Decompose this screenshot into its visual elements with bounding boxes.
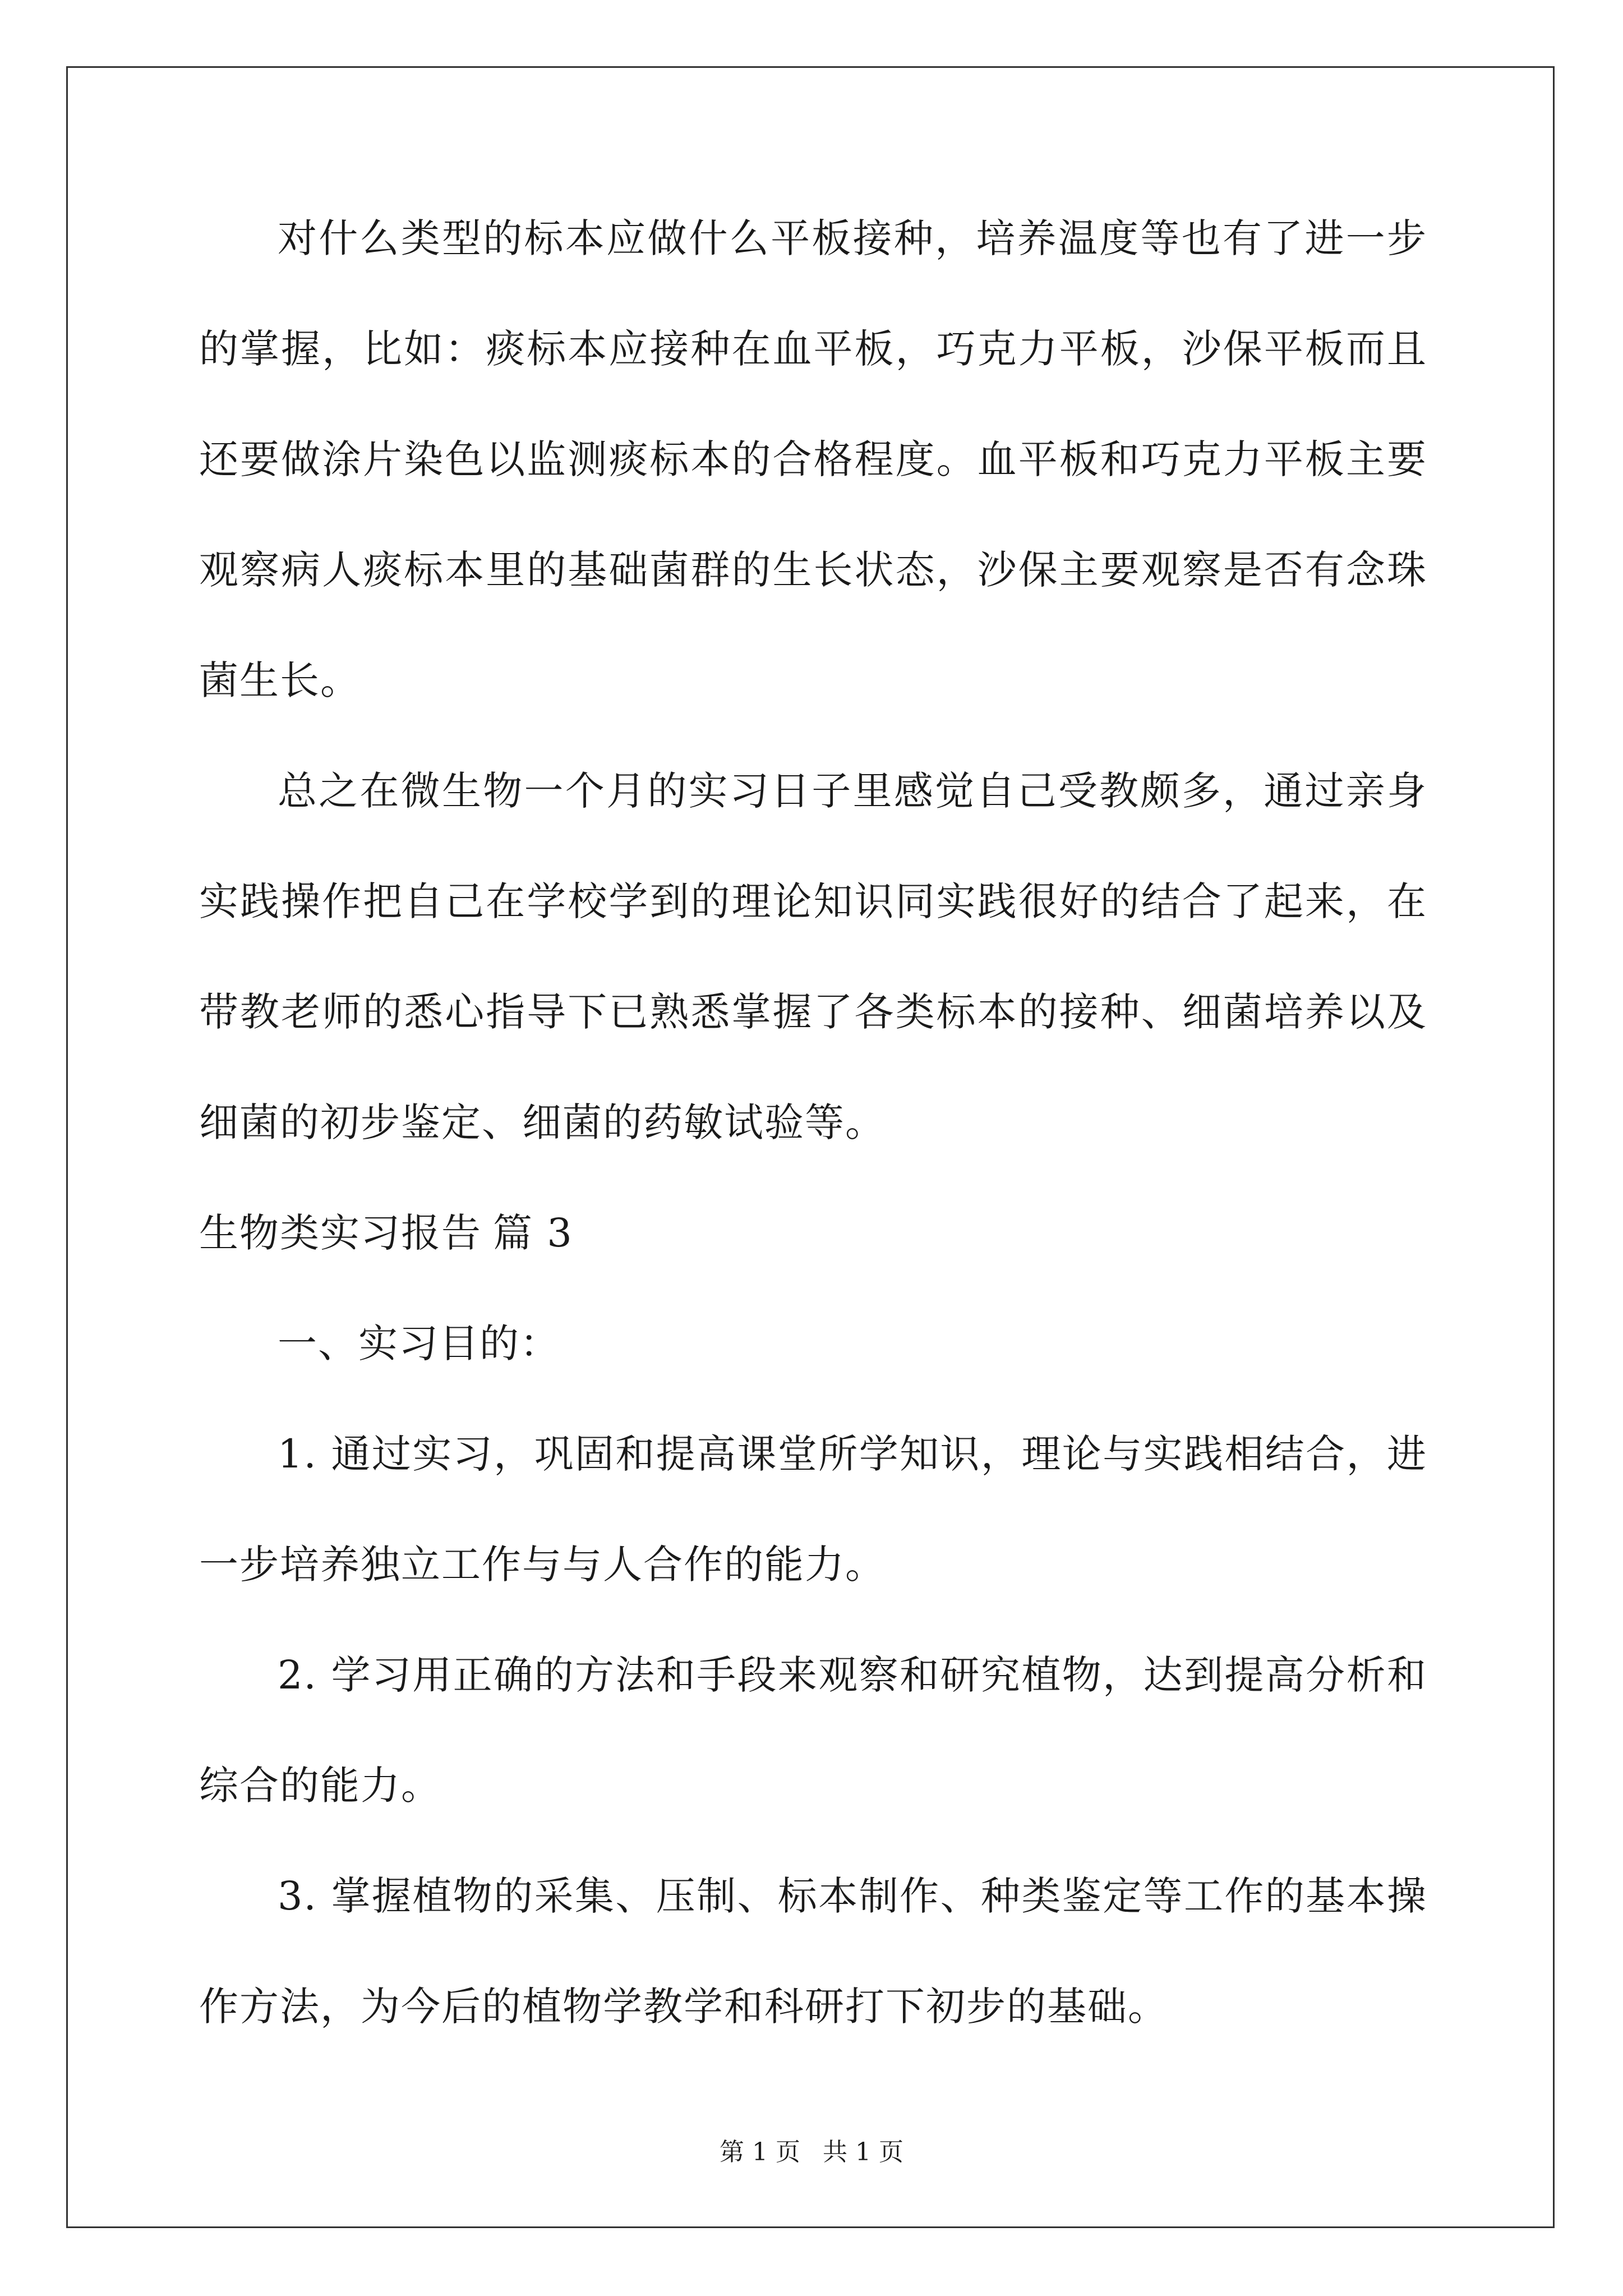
paragraph-line: 还要做涂片染色以监测痰标本的合格程度。血平板和巧克力平板主要 (199, 436, 1427, 482)
subheading-line: 一、实习目的： (278, 1320, 560, 1366)
page-footer (0, 2140, 1623, 2165)
paragraph-line: 对什么类型的标本应做什么平板接种，培养温度等也有了进一步 (278, 215, 1427, 261)
paragraph-line: 细菌的初步鉴定、细菌的药敏试验等。 (199, 1099, 886, 1145)
page-total: 共 1 页 (823, 2138, 903, 2166)
paragraph-line: 的掌握，比如：痰标本应接种在血平板，巧克力平板，沙保平板而且 (199, 326, 1427, 372)
heading-section-number: 篇 3 (493, 1210, 573, 1256)
document-body (199, 215, 1427, 2097)
paragraph-line: 实践操作把自己在学校学到的理论知识同实践很好的结合了起来，在 (199, 878, 1427, 924)
page-number: 第 1 页 (720, 2138, 800, 2166)
list-item-line: 一步培养独立工作与与人合作的能力。 (199, 1542, 886, 1588)
list-item-line: 1. 通过实习，巩固和提高课堂所学知识，理论与实践相结合，进 (278, 1431, 1427, 1477)
paragraph-line: 带教老师的悉心指导下已熟悉掌握了各类标本的接种、细菌培养以及 (199, 989, 1427, 1035)
paragraph-line: 观察病人痰标本里的基础菌群的生长状态，沙保主要观察是否有念珠 (199, 547, 1427, 593)
heading-title: 生物类实习报告 (199, 1210, 482, 1256)
paragraph-line: 总之在微生物一个月的实习日子里感觉自己受教颇多，通过亲身 (278, 768, 1427, 814)
list-item-line: 2. 学习用正确的方法和手段来观察和研究植物，达到提高分析和 (278, 1652, 1427, 1698)
section-heading (199, 1210, 1427, 1324)
list-item-line: 3. 掌握植物的采集、压制、标本制作、种类鉴定等工作的基本操 (278, 1873, 1427, 1919)
paragraph-line: 菌生长。 (199, 657, 361, 703)
list-item-line: 作方法，为今后的植物学教学和科研打下初步的基础。 (199, 1984, 1168, 2030)
list-item-line: 综合的能力。 (199, 1763, 441, 1809)
